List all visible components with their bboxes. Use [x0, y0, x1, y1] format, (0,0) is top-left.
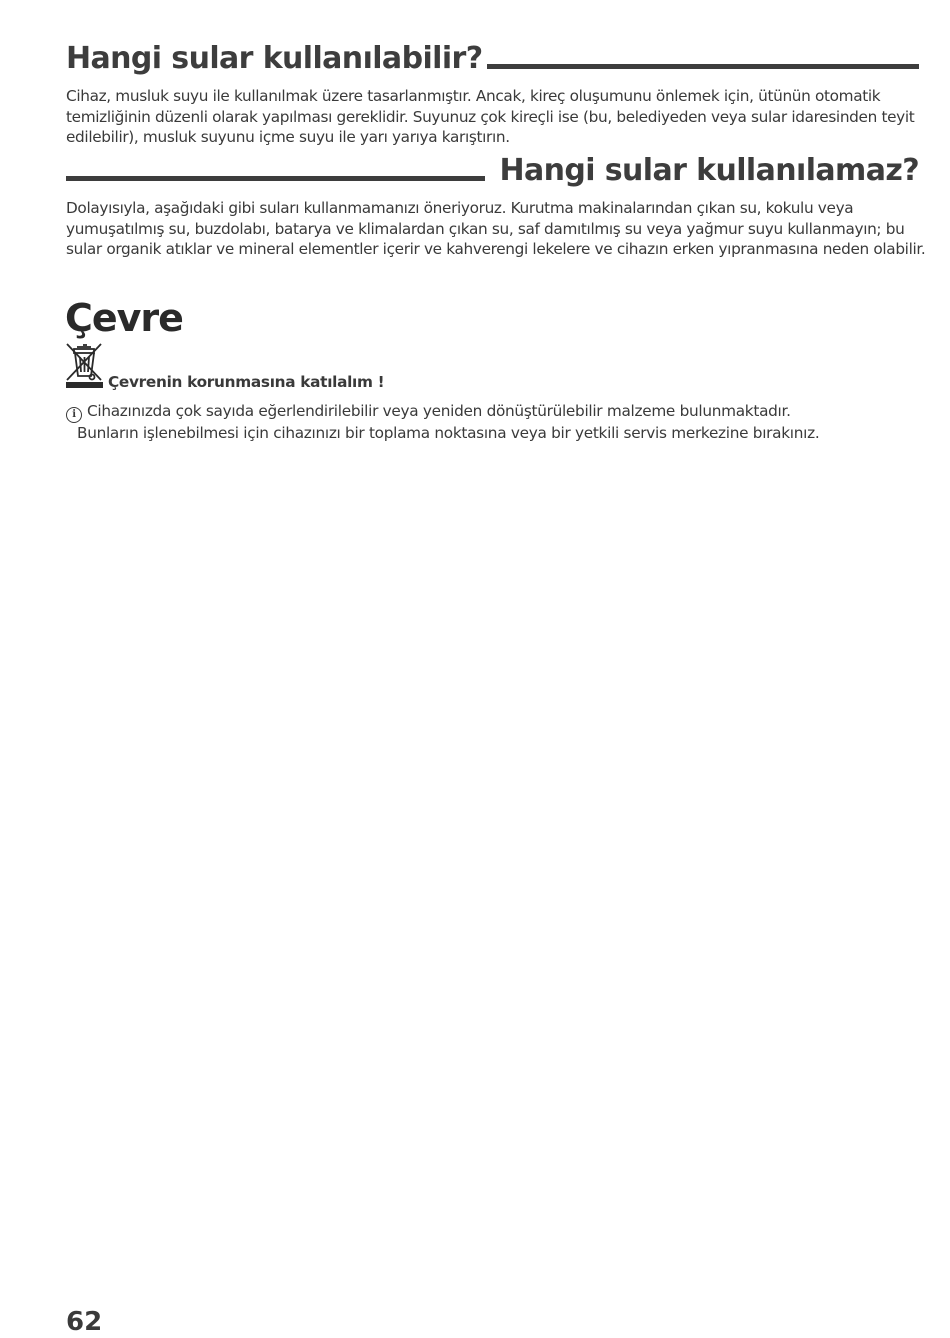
section-heading-unusable-water: [66, 152, 919, 190]
recycling-info: [66, 401, 936, 444]
page-number: 62: [66, 1307, 103, 1337]
recycling-info-text-2: Bunların işlenebilmesi için cihazınızı bir toplama noktasına veya bir yetkili servis merkezine bırakınız.: [77, 424, 820, 442]
recycling-info-text-1: Cihazınızda çok sayıda eğerlendirilebilir veya yeniden dönüştürülebilir malzeme bulunmaktadır.: [87, 402, 791, 420]
heading-environment: Çevre: [65, 296, 183, 340]
heading-usable-water: Hangi sular kullanılabilir?: [66, 41, 483, 76]
paragraph-unusable-water: Dolayısıyla, aşağıdaki gibi suları kullanmamanızı öneriyoruz. Kurutma makinalarından çıkan su, kokulu veya yumuşatılmış su, buzdolabı, batarya ve klimalardan çıkan su, saf damıtılmış su veya yağmur suyu kullanmayın; bu sular organik atıklar ve mineral elementler içerir ve kahverengi lekelere ve cihazın erken yıpranmasına neden olabilir.: [66, 199, 926, 258]
info-icon: i: [66, 407, 82, 423]
recycling-info-line: [66, 401, 936, 423]
crossed-out-wheelie-bin-icon: [64, 342, 104, 390]
heading-rule: [487, 64, 919, 69]
environment-subtitle: Çevrenin korunmasına katılalım !: [108, 373, 385, 391]
heading-unusable-water: Hangi sular kullanılamaz?: [499, 153, 919, 188]
heading-rule: [66, 176, 485, 181]
paragraph-usable-water: Cihaz, musluk suyu ile kullanılmak üzere tasarlanmıştır. Ancak, kireç oluşumunu önlemek için, ütünün otomatik temizliğinin düzenli olarak yapılması gereklidir. Suyunuz çok kireçli ise (bu, belediyeden veya sular idaresinden teyit edilebilir), musluk suyunu içme suyu ile yarı yarıya karıştırın.: [66, 87, 915, 146]
section-heading-usable-water: [66, 40, 919, 78]
